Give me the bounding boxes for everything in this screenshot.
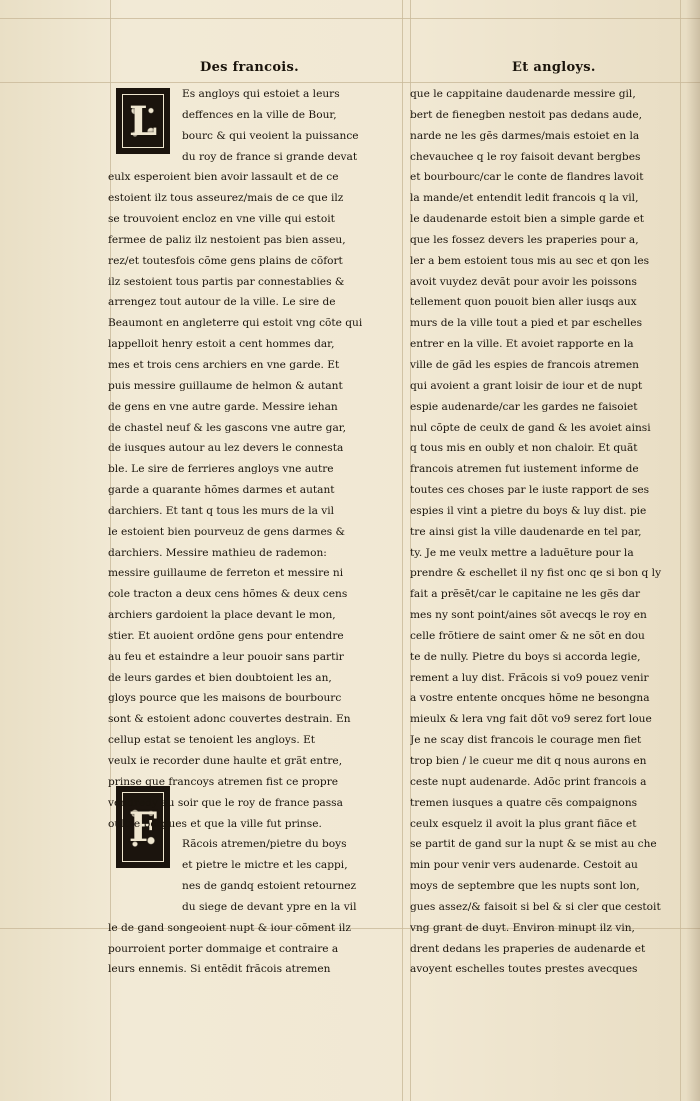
text-line: arrengez tout autour de la ville. Le sire de [108, 296, 336, 309]
text-line: tellement quon pouoit bien aller iusqs aux [410, 296, 637, 309]
text-line: leurs ennemis. Si entẽdit frãcois atremen [108, 963, 331, 976]
text-line: tre ainsi gist la ville daudenarde en tel par, [410, 525, 642, 538]
text-line: ville de gãd les espies de francois atremen [410, 358, 639, 371]
text-line: eulx esperoient bien avoir lassault et de ce [108, 171, 339, 184]
text-line: ceulx esquelz il avoit la plus grant fiãce et [410, 817, 637, 830]
text-line: te de nully. Pietre du boys si accorda legie, [410, 650, 641, 663]
text-line: mes et trois cens archiers en vne garde. Et [108, 358, 340, 371]
text-line: puis messire guillaume de helmon & autant [108, 379, 343, 392]
text-line: mes ny sont point/aines sõt avecqs le roy en [410, 609, 647, 622]
ruling-line [0, 18, 700, 19]
text-line: messire guillaume de ferreton et messire ni [108, 567, 344, 580]
running-head-left: Des francois. [200, 60, 299, 75]
text-line: murs de la ville tout a pied et par eschelles [410, 317, 643, 330]
text-line: pourroient porter dommaige et contraire a [108, 942, 339, 955]
text-line: oultre bergues et que la ville fut prinse. [108, 817, 322, 830]
text-line: ble. Le sire de ferrieres angloys vne autre [108, 463, 334, 476]
text-line: le de gand songeoient nupt & iour cõment ilz [108, 921, 351, 934]
text-line: sont & estoient adonc couvertes destrain. En [108, 713, 351, 726]
text-line: darchiers. Messire mathieu de rademon: [108, 546, 327, 559]
text-line: et pietre le mictre et les cappi, [182, 859, 348, 872]
text-line: de gens en vne autre garde. Messire iehan [108, 400, 338, 413]
initial-letter: L [128, 97, 158, 145]
text-line: stier. Et auoient ordõne gens pour entendre [108, 629, 344, 642]
text-line: la mande/et entendit ledit francois q la vil, [410, 192, 639, 205]
text-line: nul cõpte de ceulx de gand & les avoiet ainsi [410, 421, 651, 434]
text-line: cellup estat se tenoient les angloys. Et [108, 734, 316, 747]
text-line: espies il vint a pietre du boys & luy dist. pie [410, 504, 647, 517]
text-line: qui avoient a grant loisir de iour et de nupt [410, 379, 643, 392]
text-line: tremen iusques a quatre cẽs compaignons [410, 796, 638, 809]
ruling-line [680, 0, 681, 1101]
text-line: de iusques autour au lez devers le connesta [108, 442, 344, 455]
text-line: nes de gandq estoient retournez [182, 880, 357, 893]
text-line: espie audenarde/car les gardes ne faisoiet [410, 400, 638, 413]
text-line: estoient ilz tous asseurez/mais de ce que ilz [108, 192, 344, 205]
text-line: se partit de gand sur la nupt & se mist au che [410, 838, 657, 851]
page-edge-shadow [686, 0, 700, 1101]
text-line: drent dedans les praperies de audenarde et [410, 942, 646, 955]
text-line: garde a quarante hõmes darmes et autant [108, 484, 335, 497]
text-line: trop bien / le cueur me dit q nous aurons en [410, 755, 647, 767]
text-line: Es angloys qui estoiet a leurs [182, 88, 340, 100]
text-line: bourc & qui veoient la puissance [182, 129, 359, 142]
text-line: lappelloit henry estoit a cent hommes dar, [108, 338, 335, 351]
text-line: que les fossez devers les praperies pour a, [410, 233, 639, 246]
text-line: Je ne scay dist francois le courage men fiet [410, 734, 642, 747]
text-line: darchiers. Et tant q tous les murs de la vil [108, 504, 335, 517]
text-line: de leurs gardes et bien doubtoient les an, [108, 671, 332, 684]
text-line: ceste nupt audenarde. Adõc print francois a [410, 775, 647, 788]
text-line: de chastel neuf & les gascons vne autre gar, [108, 421, 347, 434]
text-line: narde ne les gẽs darmes/mais estoiet en la [410, 129, 640, 142]
text-line: veulx ie recorder dune haulte et grãt entre, [108, 755, 343, 767]
text-line: prendre & eschellet il ny fist onc qe si bon q ly [410, 567, 662, 580]
running-head-right: Et angloys. [512, 60, 596, 75]
text-line: celle frõtiere de saint omer & ne sõt en dou [410, 629, 645, 642]
text-line: fait a prẽsẽt/car le capitaine ne les gẽs dar [410, 588, 641, 601]
text-line: moys de septembre que les nupts sont lon, [410, 880, 640, 893]
text-line: deffences en la ville de Bour, [182, 108, 337, 121]
text-line: a vostre entente oncques hõme ne besongna [410, 692, 650, 705]
text-line: ty. Je me veulx mettre a laduẽture pour la [410, 546, 634, 559]
text-line: mieulx & lera vng fait dõt vo9 serez fort loue [410, 713, 652, 726]
text-line: toutes ces choses par le iuste rapport de ses [410, 484, 650, 497]
text-line: ler a bem estoient tous mis au sec et qon les [410, 254, 650, 267]
text-line: du siege de devant ypre en la vil [182, 900, 357, 913]
text-line: au feu et estaindre a leur pouoir sans partir [108, 650, 344, 663]
text-line: que le cappitaine daudenarde messire gil, [410, 88, 636, 100]
text-line: francois atremen fut iustement informe de [410, 463, 639, 476]
text-line: rez/et toutesfois cõme gens plains de cõfort [108, 254, 343, 267]
text-line: chevauchee q le roy faisoit devant bergbes [410, 150, 641, 163]
text-line: avoit vuydez devãt pour avoir les poissons [410, 275, 637, 288]
text-line: fermee de paliz ilz nestoient pas bien asseu, [108, 233, 346, 246]
text-line: avoyent eschelles toutes prestes avecques [410, 963, 638, 976]
text-line: cole tracton a deux cens hõmes & deux cens [108, 588, 348, 601]
ruling-line [402, 0, 403, 1101]
text-line: vng grant de duyt. Environ minupt ilz vin, [410, 921, 635, 934]
text-line: vendredy au soir que le roy de france passa [108, 796, 343, 809]
text-line: se trouvoient encloz en vne ville qui estoit [108, 213, 335, 226]
text-line: archiers gardoient la place devant le mon, [108, 609, 336, 622]
text-column-right [410, 84, 680, 980]
text-line: et bourbourc/car le conte de flandres lavoit [410, 171, 644, 184]
text-line: ilz sestoient tous partis par connestablies & [108, 275, 345, 288]
text-line: prinse que francoys atremen fist ce propre [108, 775, 339, 788]
text-line: Rãcois atremen/pietre du boys [182, 838, 347, 851]
text-line: Beaumont en angleterre qui estoit vng cõte qui [108, 317, 363, 330]
text-line: le daudenarde estoit bien a simple garde et [410, 213, 645, 226]
text-line: rement a luy dist. Frãcois si vo9 pouez venir [410, 671, 649, 684]
text-line: gloys pource que les maisons de bourbourc [108, 692, 342, 705]
text-line: bert de fienegben nestoit pas dedans aude, [410, 108, 643, 121]
text-line: gues assez/& faisoit si bel & si cler que cestoit [410, 900, 661, 913]
text-line: le estoient bien pourveuz de gens darmes & [108, 525, 345, 538]
initial-letter: F [128, 803, 158, 851]
text-line: entrer en la ville. Et avoiet rapporte en la [410, 338, 634, 351]
text-line: q tous mis en oubly et non chaloir. Et quãt [410, 442, 638, 455]
text-line: min pour venir vers audenarde. Cestoit au [410, 859, 638, 872]
text-column-left [108, 84, 400, 980]
text-line: du roy de france si grande devat [182, 150, 358, 163]
ruling-line [0, 82, 700, 83]
